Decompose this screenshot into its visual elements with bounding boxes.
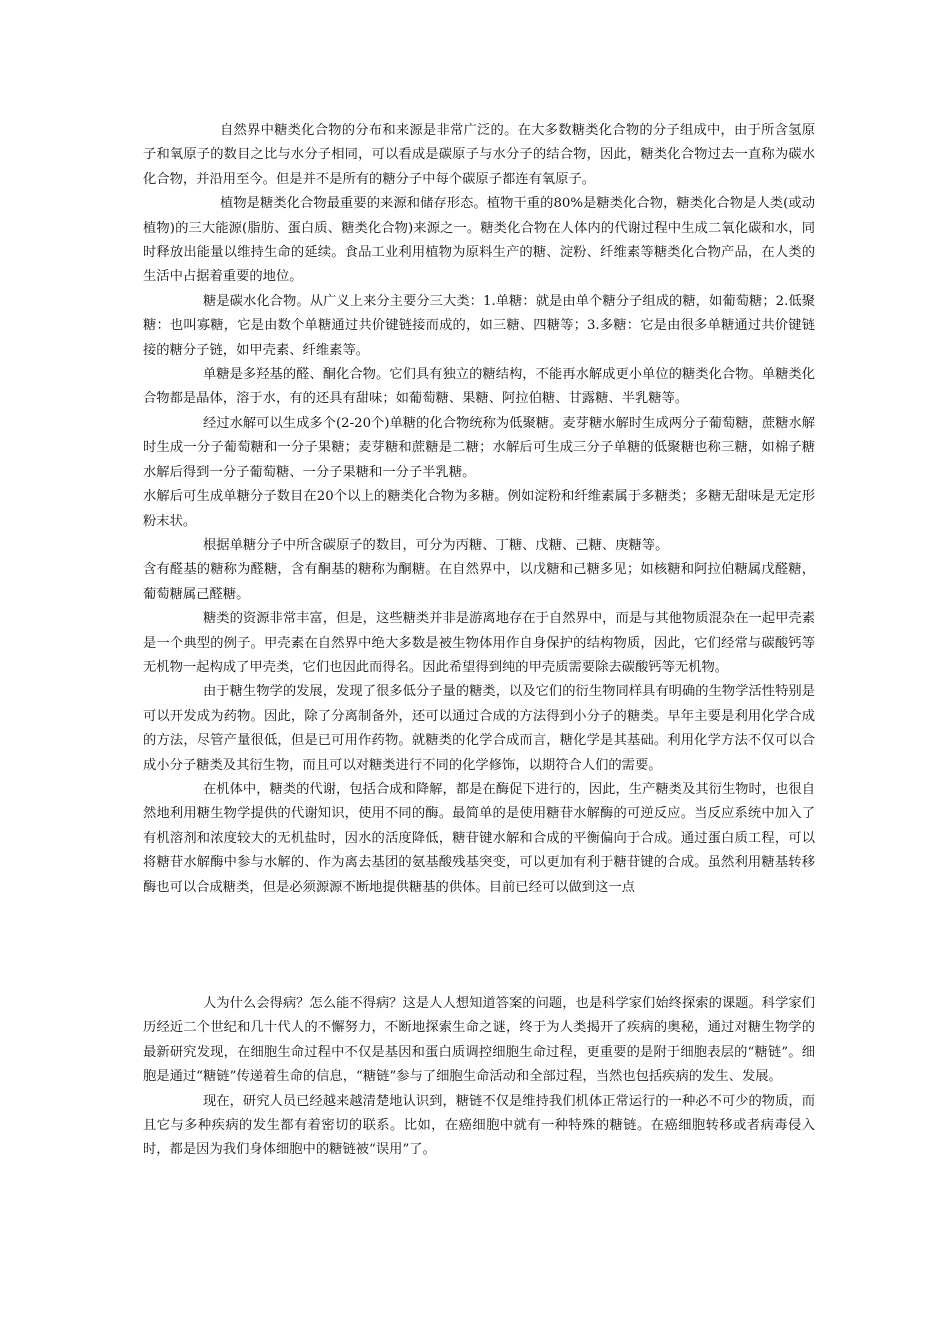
paragraph-monosaccharide: 单糖是多羟基的醛、酮化合物。它们具有独立的糖结构，不能再水解成更小单位的糖类化合物。单糖类化合物都是晶体，溶于水，有的还具有甜味；如葡萄糖、果糖、阿拉伯糖、甘露糖、半乳糖等。 <box>143 367 815 407</box>
paragraph-sugar-classes: 糖是碳水化合物。从广义上来分主要分三大类：1.单糖：就是由单个糖分子组成的糖，如葡萄糖；2.低聚糖：也叫寡糖，它是由数个单糖通过共价键链接而成的，如三糖、四糖等；3.多糖：它是由很多单糖通过共价键链接的糖分子链，如甲壳素、纤维素等。 <box>143 293 815 358</box>
paragraph-sugar-chain-disease: 现在，研究人员已经越来越清楚地认识到，糖链不仅是维持我们机体正常运行的一种必不可少的物质，而且它与多种疾病的发生都有着密切的联系。比如，在癌细胞中就有一种特殊的糖链。在癌细胞转移或者病毒侵入时，都是因为我们身体细胞中的糖链被“误用”了。 <box>143 1093 815 1158</box>
paragraph-polysaccharide: 水解后可生成单糖分子数目在20个以上的糖类化合物为多糖。例如淀粉和纤维素属于多糖类；多糖无甜味是无定形粉末状。 <box>143 489 815 529</box>
paragraph-chitin: 糖类的资源非常丰富，但是，这些糖类并非是游离地存在于自然界中，而是与其他物质混杂在一起甲壳素是一个典型的例子。甲壳素在自然界中绝大多数是被生物体用作自身保护的结构物质，因此，它们经常与碳酸钙等无机物一起构成了甲壳类，它们也因此而得名。因此希望得到纯的甲壳质需要除去碳酸钙等无机物。 <box>143 611 815 675</box>
document-body <box>143 119 815 1163</box>
paragraph-aldose-ketose: 含有醛基的糖称为醛糖，含有酮基的糖称为酮糖。在自然界中，以戊糖和己糖多见；如核糖和阿拉伯糖属戊醛糖，葡萄糖属己醛糖。 <box>143 562 815 602</box>
paragraph-disease-question: 人为什么会得病？怎么能不得病？这是人人想知道答案的问题，也是科学家们始终探索的课题。科学家们历经近二个世纪和几十代人的不懈努力，不断地探索生命之谜，终于为人类揭开了疾病的奥秘，通过对糖生物学的最新研究发现，在细胞生命过程中不仅是基因和蛋白质调控细胞生命过程，更重要的是附于细胞表层的“糖链”。细胞是通过“糖链”传递着生命的信息，“糖链”参与了细胞生命活动和全部过程，当然也包括疾病的发生、发展。 <box>143 996 815 1085</box>
paragraph-carbohydrate-origin: 自然界中糖类化合物的分布和来源是非常广泛的。在大多数糖类化合物的分子组成中，由于所含氢原子和氧原子的数目之比与水分子相同，可以看成是碳原子与水分子的结合物，因此，糖类化合物过去一直称为碳水化合物，并沿用至今。但是并不是所有的糖分子中每个碳原子都连有氧原子。 <box>143 123 815 187</box>
paragraph-plant-source: 植物是糖类化合物最重要的来源和储存形态。植物干重的80%是糖类化合物，糖类化合物是人类(或动植物)的三大能源(脂肪、蛋白质、糖类化合物)来源之一。糖类化合物在人体内的代谢过程中生成二氧化碳和水，同时释放出能量以维持生命的延续。食品工业利用植物为原料生产的糖、淀粉、纤维素等糖类化合物产品，在人类的生活中占据着重要的地位。 <box>143 196 815 285</box>
paragraph-enzymatic-synthesis: 在机体中，糖类的代谢，包括合成和降解，都是在酶促下进行的，因此，生产糖类及其衍生物时，也很自然地利用糖生物学提供的代谢知识，使用不同的酶。最简单的是使用糖苷水解酶的可逆反应。当反应系统中加入了有机溶剂和浓度较大的无机盐时，因水的活度降低，糖苷键水解和合成的平衡偏向于合成。通过蛋白质工程，可以将糖苷水解酶中参与水解的、作为离去基团的氨基酸残基突变，可以更加有利于糖苷键的合成。虽然利用糖基转移酶也可以合成糖类，但是必须源源不断地提供糖基的供体。目前已经可以做到这一点 <box>143 781 815 895</box>
paragraph-glycobiology-synthesis: 由于糖生物学的发展，发现了很多低分子量的糖类，以及它们的衍生物同样具有明确的生物学活性特别是可以开发成为药物。因此，除了分离制备外，还可以通过合成的方法得到小分子的糖类。早年主要是利用化学合成的方法，尽管产量很低，但是已可用作药物。就糖类的化学合成而言，糖化学是其基础。利用化学方法不仅可以合成小分子糖类及其衍生物，而且可以对糖类进行不同的化学修饰，以期符合人们的需要。 <box>143 684 815 773</box>
paragraph-carbon-count: 根据单糖分子中所含碳原子的数目，可分为丙糖、丁糖、戊糖、己糖、庚糖等。 <box>203 537 669 553</box>
section-gap <box>143 900 815 992</box>
paragraph-oligosaccharide: 经过水解可以生成多个(2-20个)单糖的化合物统称为低聚糖。麦芽糖水解时生成两分子葡萄糖，蔗糖水解时生成一分子葡萄糖和一分子果糖；麦芽糖和蔗糖是二糖；水解后可生成三分子单糖的低聚糖也称三糖，如棉子糖水解后得到一分子葡萄糖、一分子果糖和一分子半乳糖。 <box>143 415 816 480</box>
